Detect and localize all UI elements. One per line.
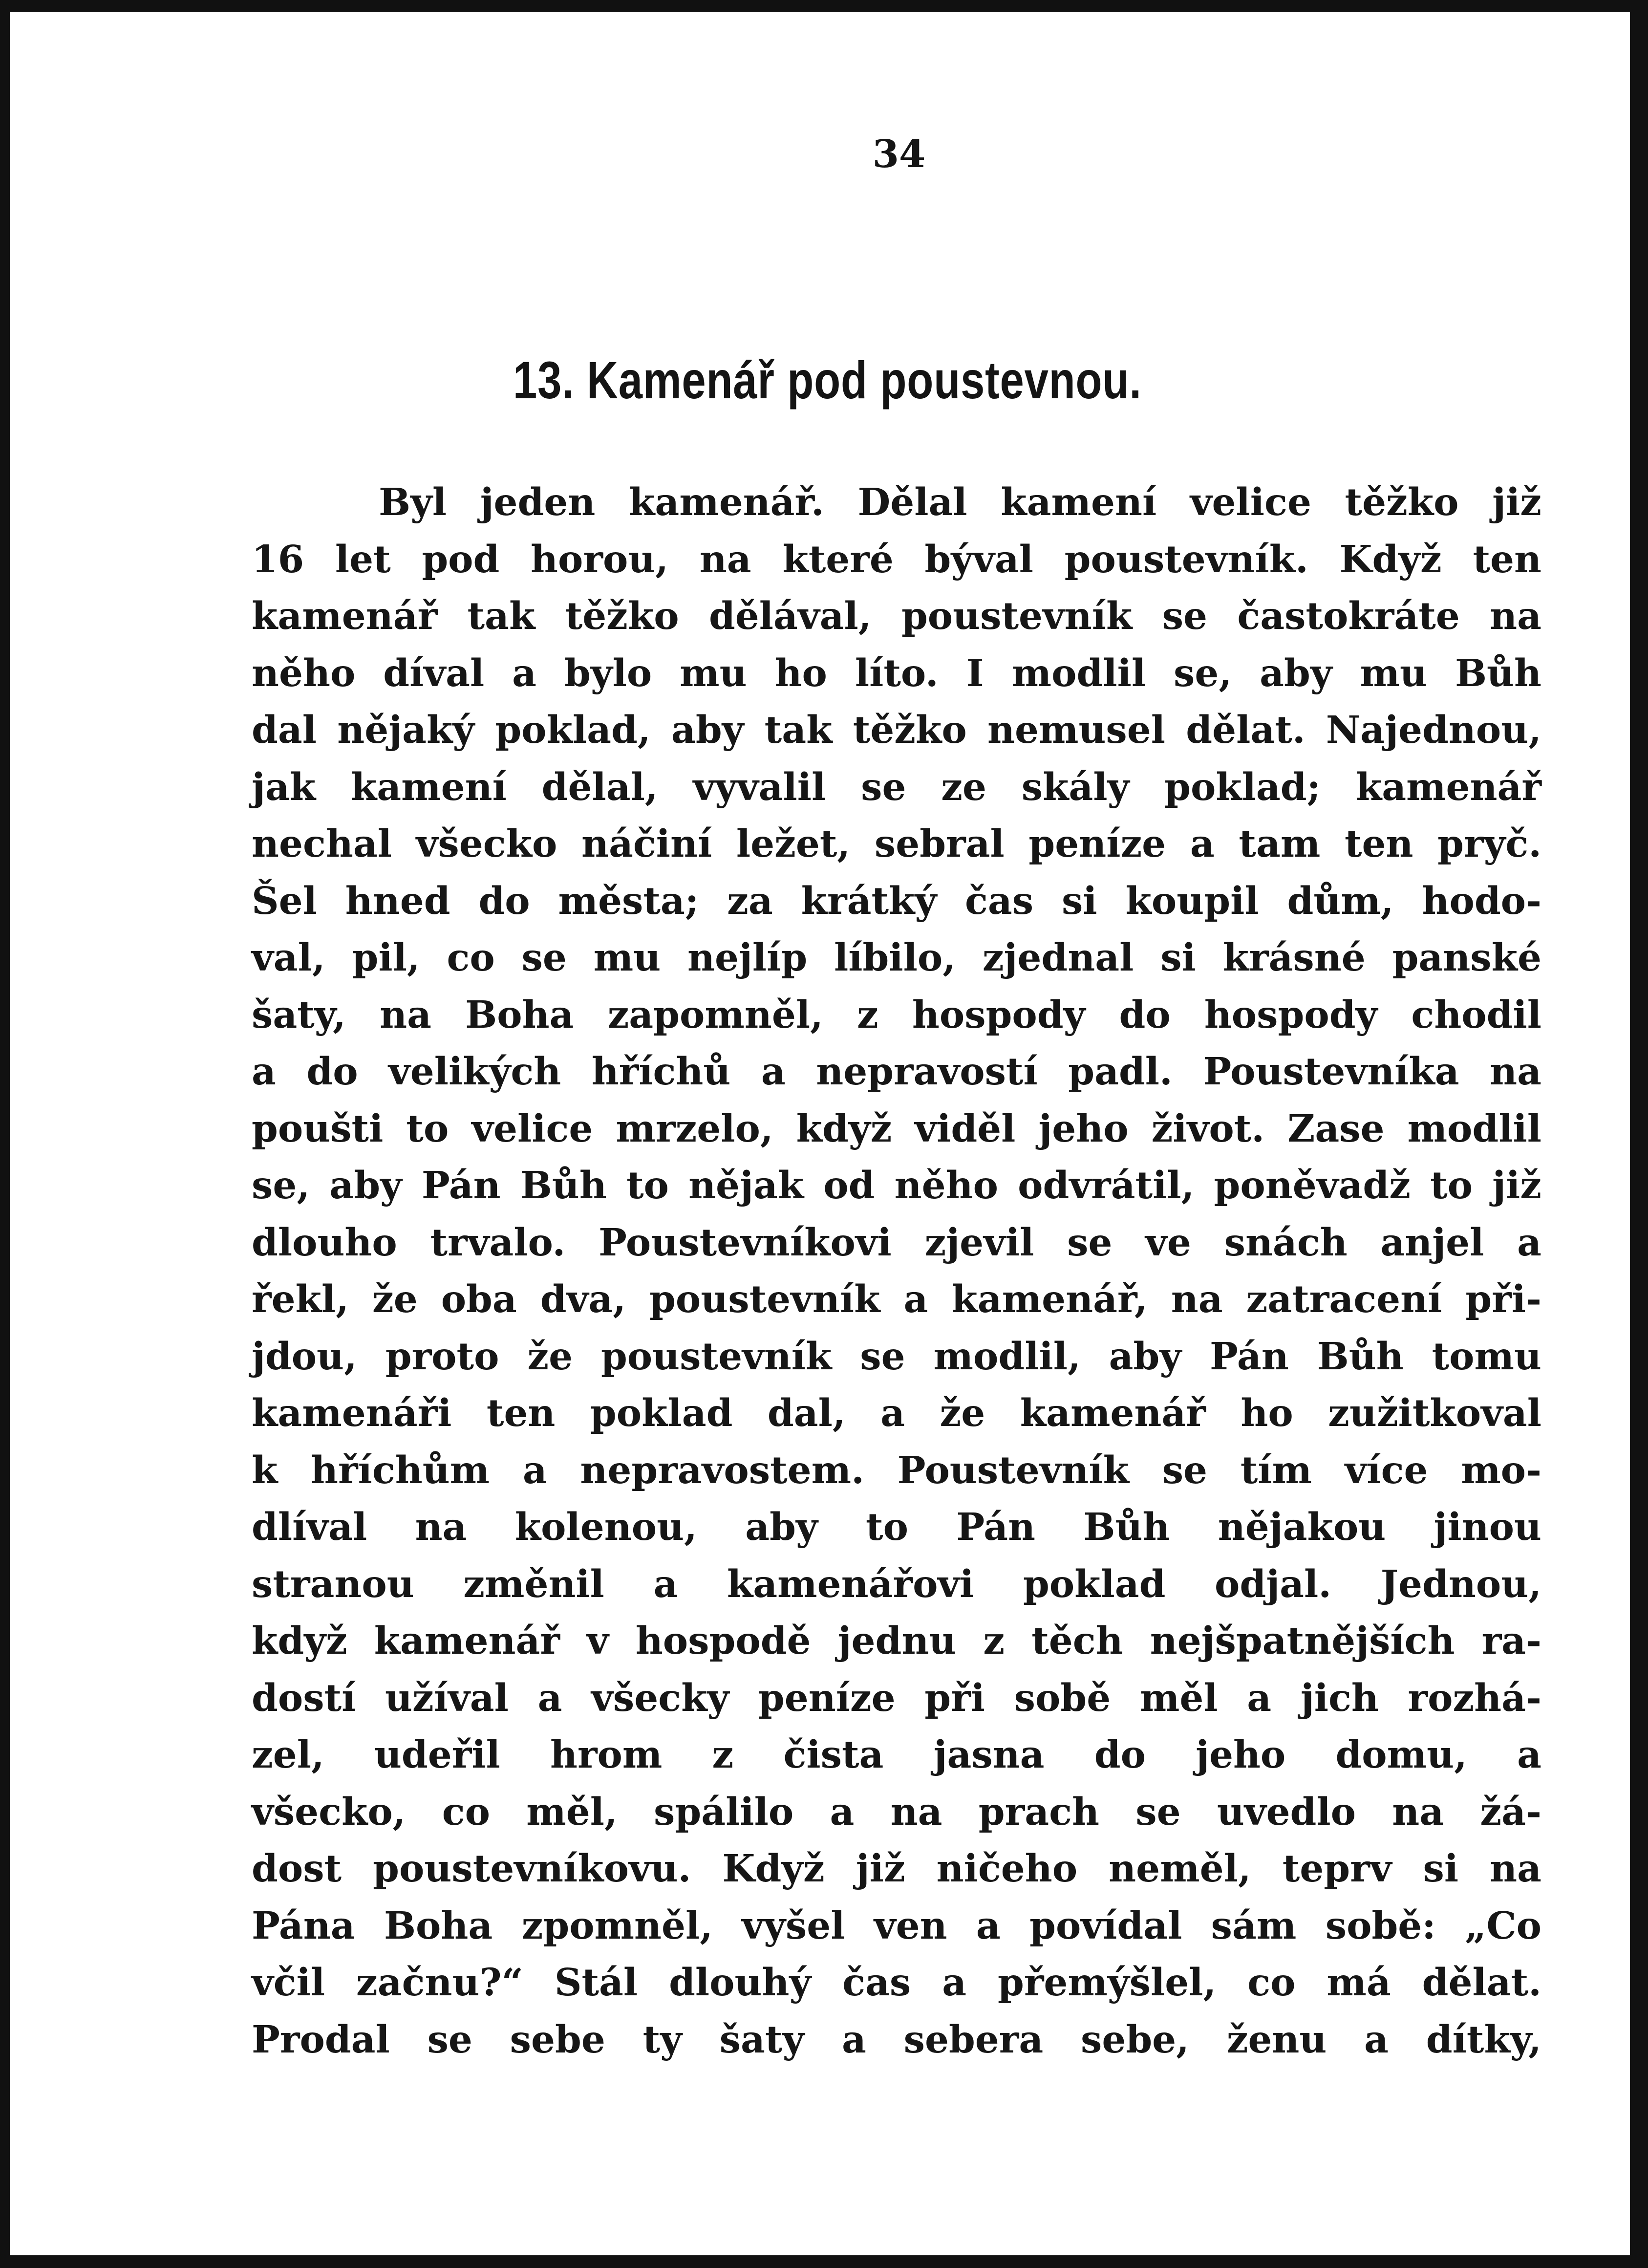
body-line: poušti to velice mrzelo, když viděl jeho život. Zase modlil [252, 1106, 1541, 1151]
page-number: 34 [872, 132, 926, 176]
body-line: se, aby Pán Bůh to nějak od něho odvrátil, poněvadž to již [252, 1164, 1541, 1208]
body-line: všecko, co měl, spálilo a na prach se uvedlo na žá- [252, 1790, 1541, 1834]
body-line: dostí užíval a všecky peníze při sobě měl a jich rozhá- [252, 1676, 1541, 1720]
body-line: kamenář tak těžko dělával, poustevník se častokráte na [252, 594, 1541, 638]
body-line: nechal všecko náčiní ležet, sebral peníze a tam ten pryč. [252, 822, 1541, 866]
chapter-title-text: Kamenář pod poustevnou. [587, 350, 1142, 410]
body-line: kamenáři ten poklad dal, a že kamenář ho zužitkoval [252, 1391, 1541, 1435]
body-line: dal nějaký poklad, aby tak těžko nemusel dělat. Najednou, [252, 708, 1541, 752]
chapter-number: 13. [513, 350, 575, 410]
body-text [252, 474, 1541, 2068]
body-line: stranou změnil a kamenářovi poklad odjal. Jednou, [252, 1562, 1541, 1606]
book-page [10, 12, 1630, 2255]
body-line: 16 let pod horou, na které býval poustevník. Když ten [252, 537, 1541, 582]
body-line: Byl jeden kamenář. Dělal kamení velice těžko již [379, 480, 1541, 524]
body-line: řekl, že oba dva, poustevník a kamenář, na zatracení při- [252, 1277, 1541, 1321]
body-line: Prodal se sebe ty šaty a sebera sebe, ženu a dítky, [252, 2017, 1541, 2062]
body-line: když kamenář v hospodě jednu z těch nejšpatnějších ra- [252, 1619, 1541, 1663]
body-line: šaty, na Boha zapomněl, z hospody do hospody chodil [252, 993, 1541, 1037]
body-line: Pána Boha zpomněl, vyšel ven a povídal sám sobě: „Co [252, 1903, 1541, 1948]
body-line: něho díval a bylo mu ho líto. I modlil se, aby mu Bůh [252, 651, 1541, 695]
body-line: val, pil, co se mu nejlíp líbilo, zjednal si krásné panské [252, 936, 1541, 980]
body-line: jak kamení dělal, vyvalil se ze skály poklad; kamenář [252, 765, 1541, 809]
body-line: jdou, proto že poustevník se modlil, aby Pán Bůh tomu [252, 1334, 1541, 1379]
body-line: dost poustevníkovu. Když již ničeho neměl, teprv si na [252, 1847, 1541, 1891]
body-line: zel, udeřil hrom z čista jasna do jeho domu, a [252, 1733, 1541, 1777]
body-line: dlouho trvalo. Poustevníkovi zjevil se ve snách anjel a [252, 1220, 1541, 1265]
body-line: k hříchům a nepravostem. Poustevník se tím více mo- [252, 1448, 1541, 1492]
body-line: a do velikých hříchů a nepravostí padl. Poustevníka na [252, 1050, 1541, 1094]
body-line: Šel hned do města; za krátký čas si koupil dům, hodo- [252, 879, 1541, 923]
body-line: dlíval na kolenou, aby to Pán Bůh nějakou jinou [252, 1505, 1541, 1549]
body-line: včil začnu?“ Stál dlouhý čas a přemýšlel, co má dělat. [252, 1961, 1541, 2005]
chapter-title [513, 349, 1142, 410]
